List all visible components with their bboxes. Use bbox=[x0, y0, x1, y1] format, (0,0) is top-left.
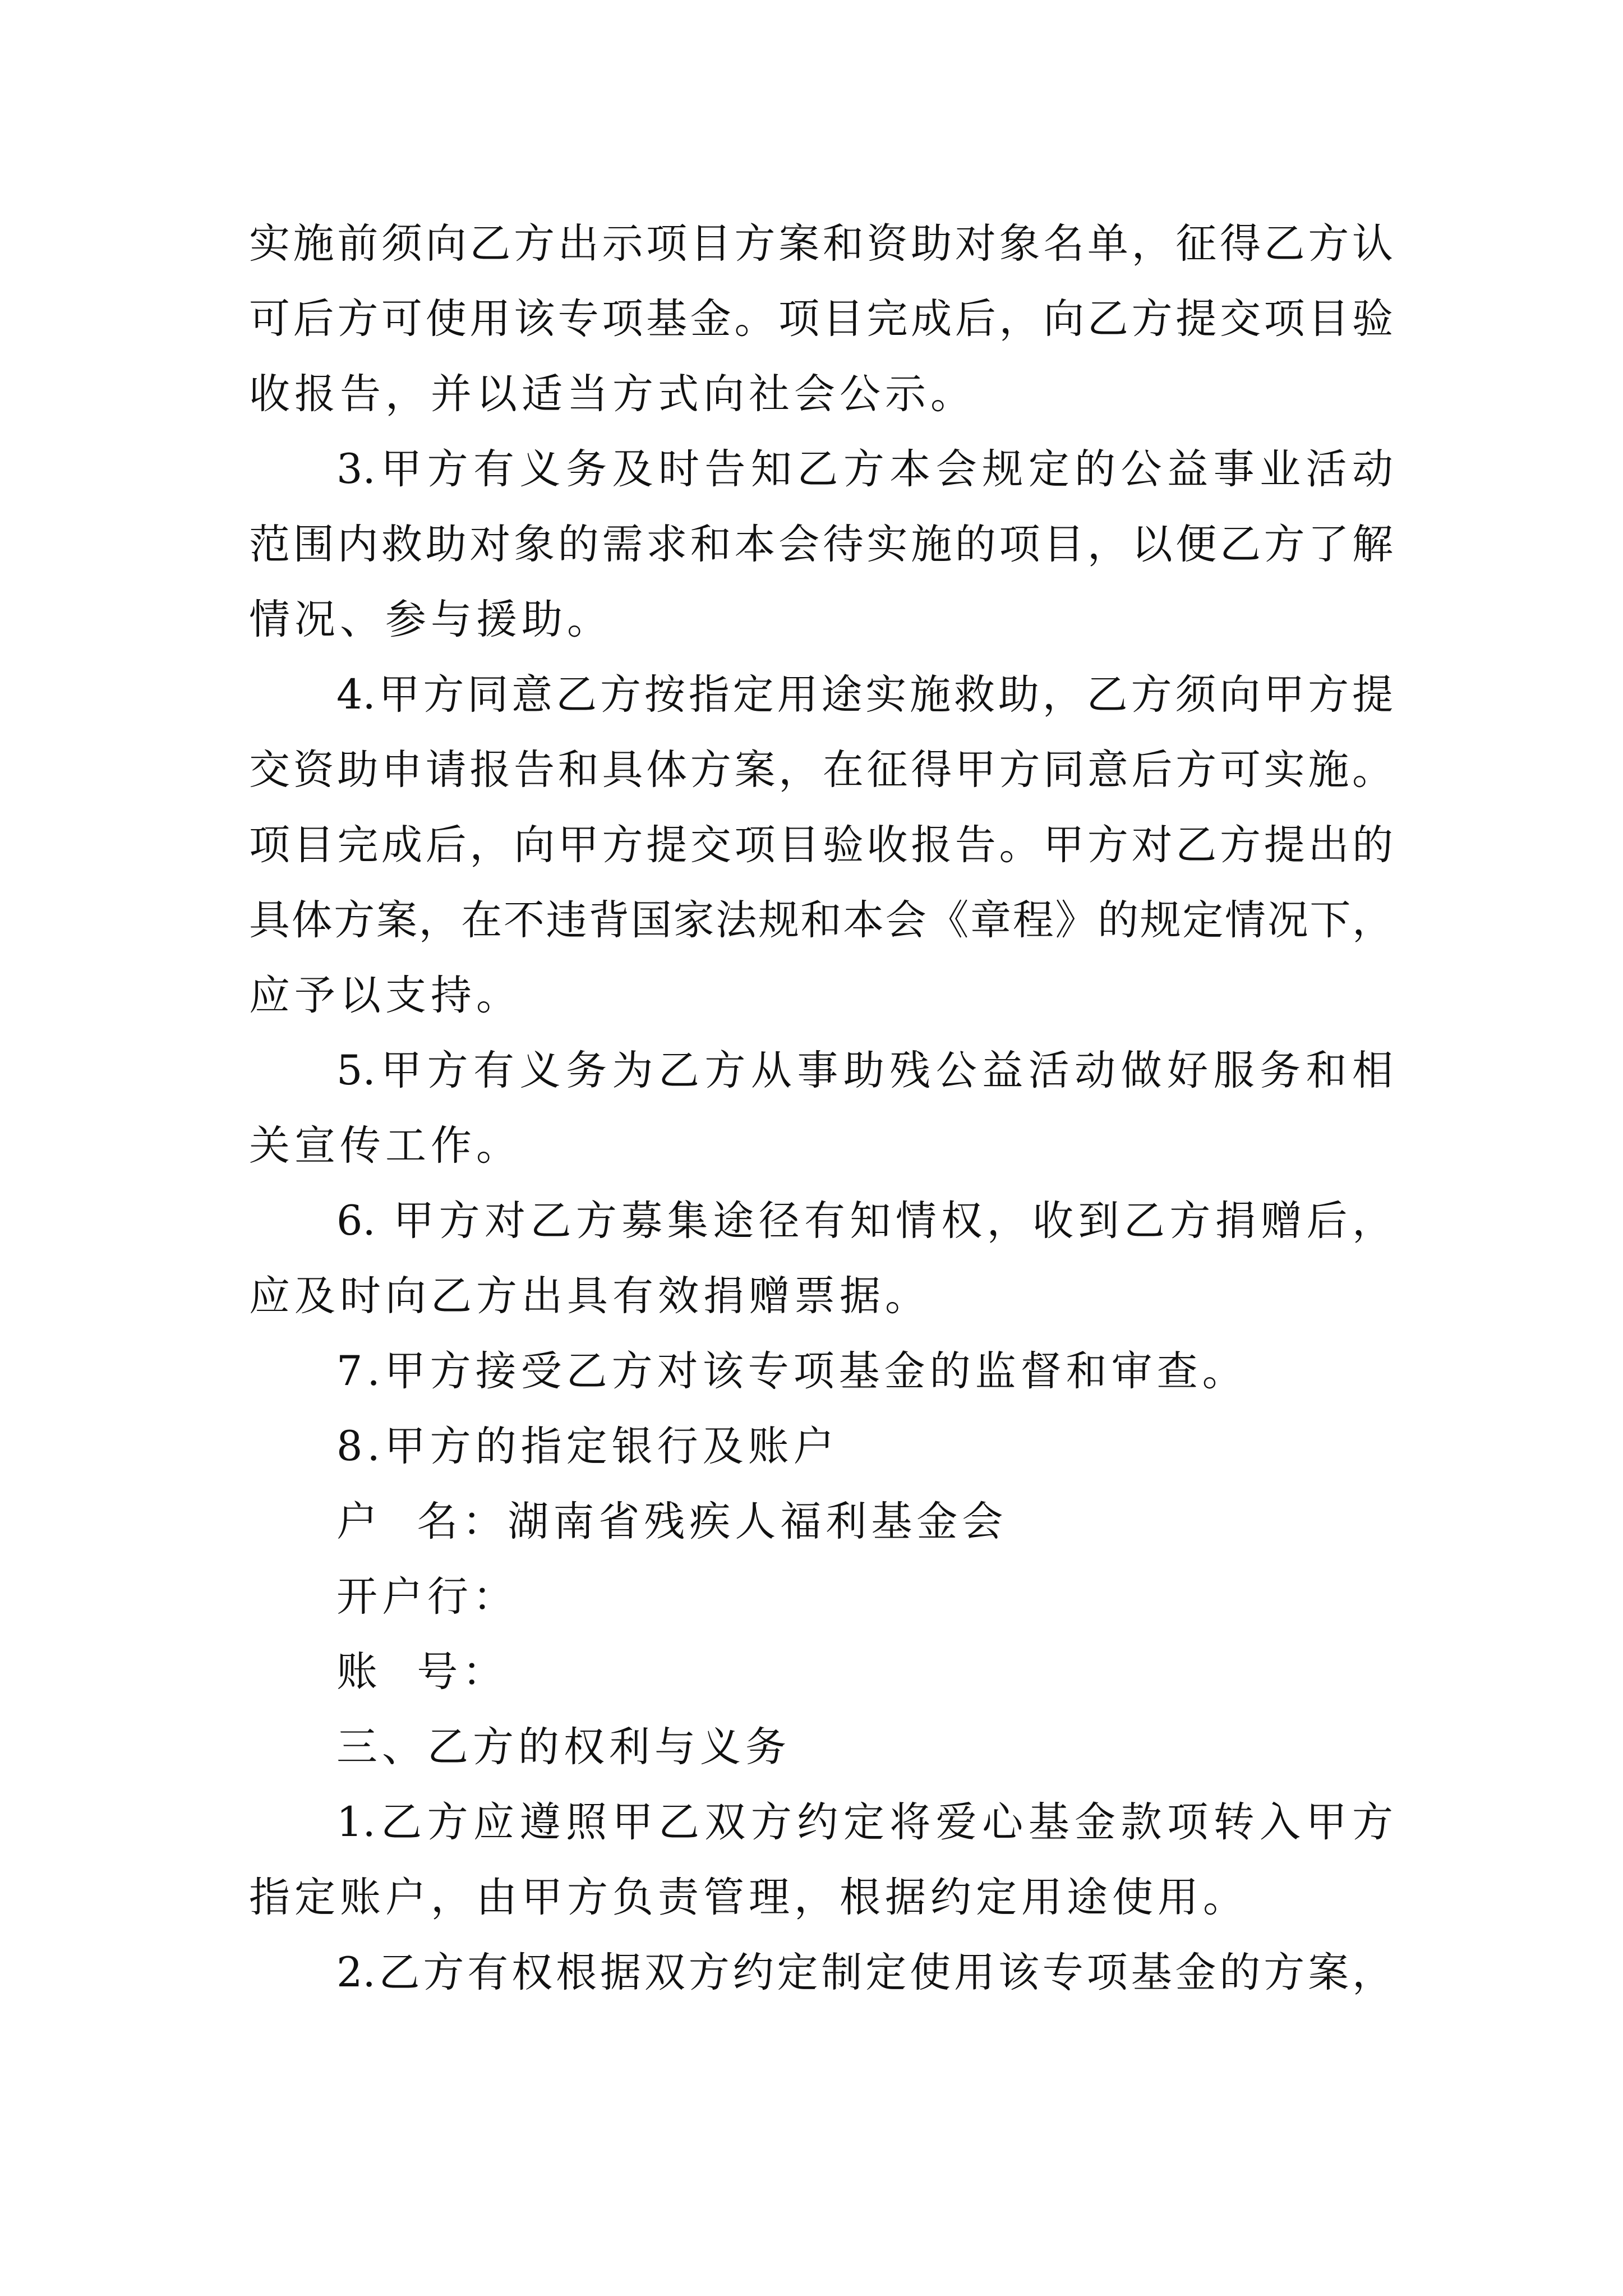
section-heading: 三、乙方的权利与义务 bbox=[336, 1723, 791, 1771]
text-line: 户 名：湖南省残疾人福利基金会 bbox=[336, 1498, 1008, 1545]
text-line: 6. 甲方对乙方募集途径有知情权，收到乙方捐赠后， bbox=[336, 1197, 1393, 1245]
text-line: 3.甲方有义务及时告知乙方本会规定的公益事业活动 bbox=[336, 445, 1393, 493]
text-line: 指定账户，由甲方负责管理，根据约定用途使用。 bbox=[249, 1874, 1248, 1921]
text-line: 4.甲方同意乙方按指定用途实施救助，乙方须向甲方提 bbox=[336, 671, 1393, 719]
text-line: 8.甲方的指定银行及账户 bbox=[336, 1423, 839, 1470]
text-line: 账 号： bbox=[336, 1648, 508, 1696]
text-line: 情况、参与援助。 bbox=[249, 596, 612, 643]
text-line: 应及时向乙方出具有效捐赠票据。 bbox=[249, 1272, 930, 1320]
text-line: 具体方案，在不违背国家法规和本会《章程》的规定情况下， bbox=[249, 896, 1393, 944]
text-line: 应予以支持。 bbox=[249, 972, 522, 1019]
text-line: 收报告，并以适当方式向社会公示。 bbox=[249, 370, 976, 418]
text-line: 1.乙方应遵照甲乙双方约定将爱心基金款项转入甲方 bbox=[336, 1798, 1393, 1846]
text-line: 2.乙方有权根据双方约定制定使用该专项基金的方案， bbox=[336, 1949, 1393, 1996]
text-line: 项目完成后，向甲方提交项目验收报告。甲方对乙方提出的 bbox=[249, 821, 1393, 869]
text-line: 可后方可使用该专项基金。项目完成后，向乙方提交项目验 bbox=[249, 295, 1393, 343]
text-line: 实施前须向乙方出示项目方案和资助对象名单，征得乙方认 bbox=[249, 220, 1393, 268]
text-line: 5.甲方有义务为乙方从事助残公益活动做好服务和相 bbox=[336, 1047, 1393, 1094]
text-line: 7.甲方接受乙方对该专项基金的监督和审查。 bbox=[336, 1347, 1248, 1395]
text-line: 关宣传工作。 bbox=[249, 1122, 522, 1170]
text-line: 交资助申请报告和具体方案，在征得甲方同意后方可实施。 bbox=[249, 746, 1393, 794]
text-line: 开户行： bbox=[336, 1573, 518, 1621]
text-line: 范围内救助对象的需求和本会待实施的项目，以便乙方了解 bbox=[249, 521, 1393, 568]
